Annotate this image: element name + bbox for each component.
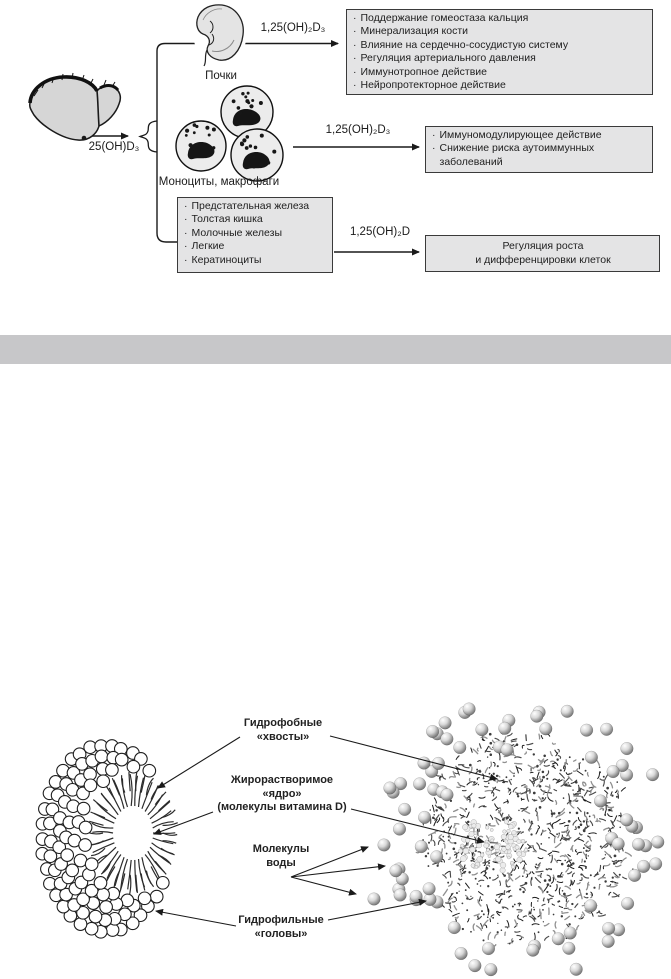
list-item: · Кератиноциты bbox=[184, 253, 262, 266]
monocytes-illustration bbox=[176, 86, 283, 181]
tissues-list-box bbox=[177, 197, 333, 273]
water-molecules-label: Молекулы воды bbox=[252, 843, 310, 869]
list-item: · Иммуномодулирующее действие bbox=[432, 129, 602, 141]
tails-right-arrow bbox=[330, 736, 497, 779]
monocytes-metabolite-label: 1,25(OH)₂D₃ bbox=[325, 124, 391, 136]
list-item: · Регуляция артериального давления bbox=[353, 52, 536, 65]
kidney-metabolite-label: 1,25(OH)₂D₃ bbox=[260, 22, 326, 34]
list-item: · Влияние на сердечно-сосудистую систему bbox=[353, 38, 569, 51]
monocytes-label: Моноциты, макрофаги bbox=[158, 176, 280, 188]
list-item: · Толстая кишка bbox=[184, 213, 263, 226]
hydrophobic-tails-label: Гидрофобные «хвосты» bbox=[243, 717, 323, 743]
list-item: · Минерализация кости bbox=[353, 25, 469, 38]
growth-effect-box bbox=[425, 235, 660, 272]
list-item: · Молочные железы bbox=[184, 226, 283, 239]
heads-left-arrow bbox=[156, 911, 236, 926]
list-item: · Легкие bbox=[184, 240, 225, 253]
micelle-molecular-model bbox=[368, 703, 664, 976]
liver-illustration bbox=[30, 73, 121, 140]
liver-metabolite-label: 25(OH)D₃ bbox=[88, 141, 140, 153]
growth-effect-line: Регуляция роста bbox=[502, 240, 584, 252]
growth-effect-line: и дифференцировки клеток bbox=[475, 254, 611, 266]
list-item: · Поддержание гомеостаза кальция bbox=[353, 12, 529, 24]
list-item: · Снижение риска аутоиммунных заболеваний bbox=[432, 142, 595, 168]
brace-icon bbox=[140, 121, 157, 152]
annotation-arrows bbox=[154, 736, 497, 926]
hydrophilic-heads-label: Гидрофильные «головы» bbox=[238, 914, 324, 940]
list-item: · Предстательная железа bbox=[184, 200, 310, 212]
caption-band bbox=[0, 335, 671, 364]
water-arrow-3 bbox=[291, 877, 356, 894]
list-item: · Нейропротекторное действие bbox=[353, 79, 506, 92]
immune-effects-box bbox=[425, 126, 653, 173]
kidney-effects-box bbox=[346, 9, 653, 95]
list-item: · Иммунотропное действие bbox=[353, 65, 488, 78]
tissues-metabolite-label: 1,25(OH)₂D bbox=[349, 226, 411, 238]
kidney-label: Почки bbox=[205, 70, 237, 82]
fat-soluble-core-label: Жирорастворимое «ядро» (молекулы витамина D) bbox=[217, 774, 347, 813]
kidney-illustration bbox=[193, 2, 247, 66]
micelle-schematic bbox=[36, 740, 178, 938]
